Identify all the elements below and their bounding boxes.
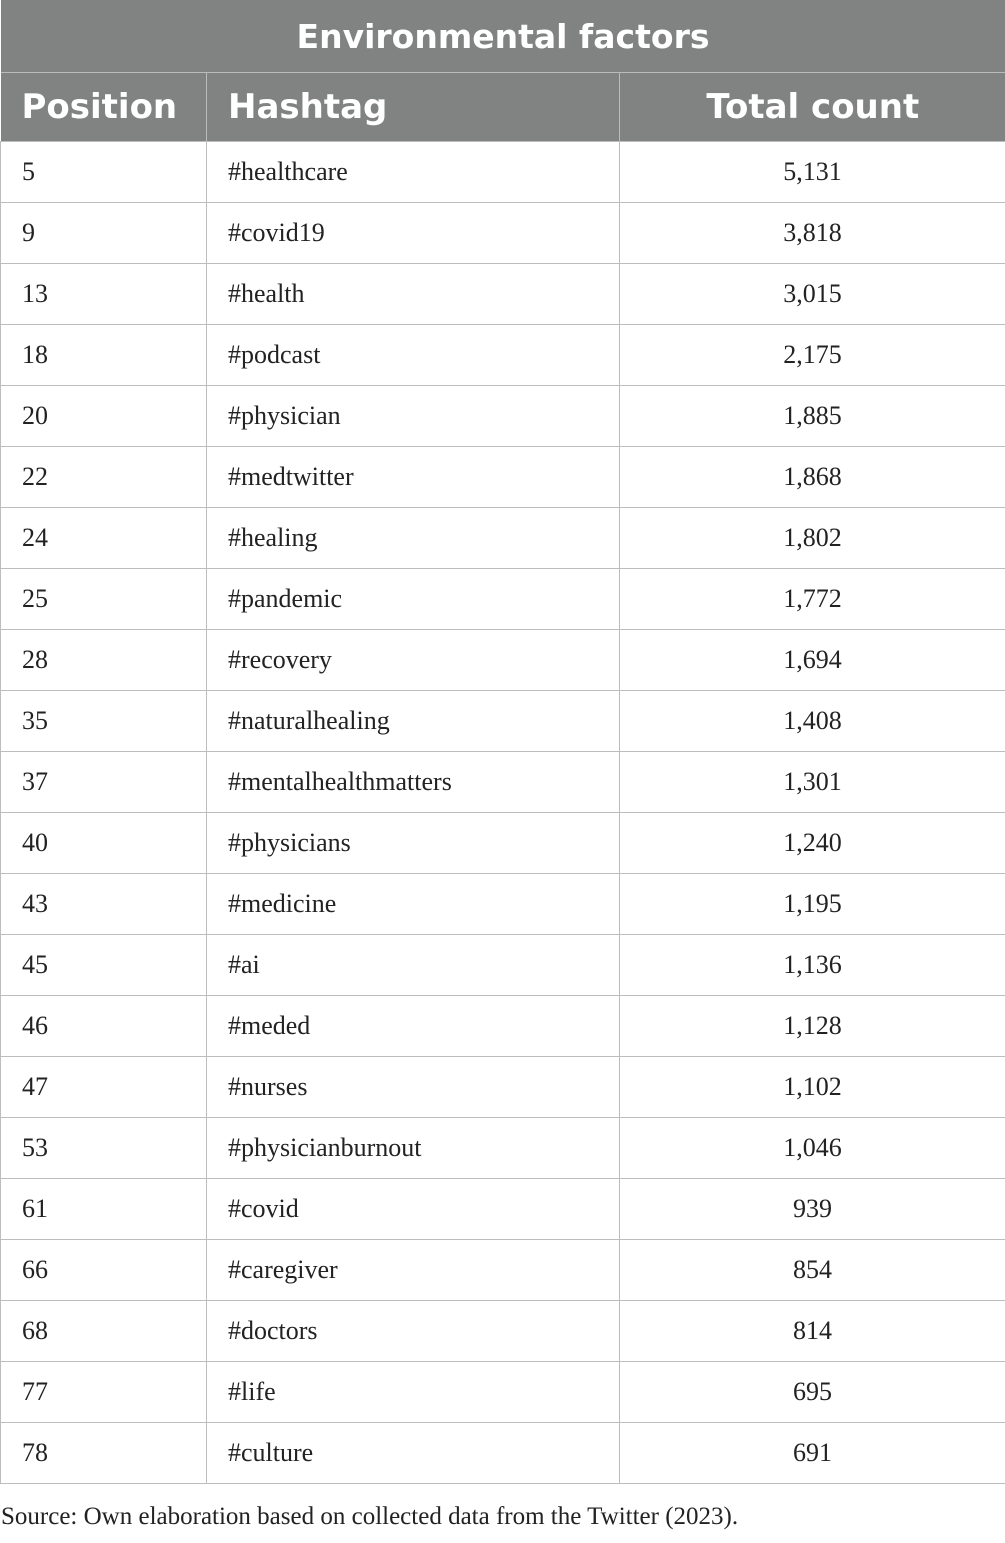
column-header-total-count: Total count [620, 73, 1005, 142]
cell-position: 78 [1, 1423, 207, 1484]
cell-total-count: 1,868 [620, 447, 1005, 508]
cell-hashtag: #caregiver [207, 1240, 620, 1301]
cell-position: 77 [1, 1362, 207, 1423]
table-row [1, 996, 1005, 1057]
cell-total-count: 1,136 [620, 935, 1005, 996]
cell-hashtag: #ai [207, 935, 620, 996]
cell-total-count: 3,015 [620, 264, 1005, 325]
cell-total-count: 3,818 [620, 203, 1005, 264]
cell-total-count: 1,240 [620, 813, 1005, 874]
cell-total-count: 1,301 [620, 752, 1005, 813]
cell-hashtag: #naturalhealing [207, 691, 620, 752]
cell-position: 43 [1, 874, 207, 935]
cell-hashtag: #healing [207, 508, 620, 569]
cell-position: 35 [1, 691, 207, 752]
cell-hashtag: #pandemic [207, 569, 620, 630]
cell-position: 61 [1, 1179, 207, 1240]
table-row [1, 752, 1005, 813]
cell-position: 24 [1, 508, 207, 569]
cell-position: 22 [1, 447, 207, 508]
cell-position: 13 [1, 264, 207, 325]
cell-total-count: 2,175 [620, 325, 1005, 386]
table-row [1, 813, 1005, 874]
cell-hashtag: #physicians [207, 813, 620, 874]
cell-hashtag: #health [207, 264, 620, 325]
table-title: Environmental factors [1, 0, 1005, 73]
cell-total-count: 1,102 [620, 1057, 1005, 1118]
table-row [1, 325, 1005, 386]
table-row [1, 264, 1005, 325]
table-row [1, 1362, 1005, 1423]
cell-total-count: 1,046 [620, 1118, 1005, 1179]
cell-position: 18 [1, 325, 207, 386]
cell-total-count: 1,694 [620, 630, 1005, 691]
cell-total-count: 854 [620, 1240, 1005, 1301]
cell-position: 28 [1, 630, 207, 691]
cell-hashtag: #life [207, 1362, 620, 1423]
cell-total-count: 1,195 [620, 874, 1005, 935]
cell-position: 25 [1, 569, 207, 630]
cell-position: 46 [1, 996, 207, 1057]
table-body [1, 142, 1005, 1484]
table-row [1, 935, 1005, 996]
cell-hashtag: #meded [207, 996, 620, 1057]
table-row [1, 1179, 1005, 1240]
cell-hashtag: #culture [207, 1423, 620, 1484]
cell-total-count: 695 [620, 1362, 1005, 1423]
table-row [1, 691, 1005, 752]
table-row [1, 1240, 1005, 1301]
cell-hashtag: #recovery [207, 630, 620, 691]
cell-position: 53 [1, 1118, 207, 1179]
cell-position: 45 [1, 935, 207, 996]
cell-hashtag: #nurses [207, 1057, 620, 1118]
cell-total-count: 939 [620, 1179, 1005, 1240]
column-header-hashtag: Hashtag [207, 73, 620, 142]
column-header-position: Position [1, 73, 207, 142]
cell-position: 47 [1, 1057, 207, 1118]
table-row [1, 508, 1005, 569]
cell-total-count: 814 [620, 1301, 1005, 1362]
cell-total-count: 1,772 [620, 569, 1005, 630]
table-row [1, 1423, 1005, 1484]
cell-hashtag: #doctors [207, 1301, 620, 1362]
cell-total-count: 1,408 [620, 691, 1005, 752]
table-row [1, 569, 1005, 630]
cell-position: 20 [1, 386, 207, 447]
source-note: Source: Own elaboration based on collected data from the Twitter (2023). [1, 1503, 739, 1530]
cell-position: 40 [1, 813, 207, 874]
cell-position: 5 [1, 142, 207, 203]
table-row [1, 203, 1005, 264]
table-row [1, 874, 1005, 935]
cell-hashtag: #medicine [207, 874, 620, 935]
cell-total-count: 5,131 [620, 142, 1005, 203]
cell-total-count: 1,802 [620, 508, 1005, 569]
cell-total-count: 691 [620, 1423, 1005, 1484]
cell-position: 68 [1, 1301, 207, 1362]
table-row [1, 630, 1005, 691]
cell-total-count: 1,885 [620, 386, 1005, 447]
cell-hashtag: #physician [207, 386, 620, 447]
cell-hashtag: #podcast [207, 325, 620, 386]
cell-hashtag: #covid [207, 1179, 620, 1240]
table-row [1, 142, 1005, 203]
cell-position: 66 [1, 1240, 207, 1301]
cell-hashtag: #medtwitter [207, 447, 620, 508]
table-row [1, 1057, 1005, 1118]
table-row [1, 1301, 1005, 1362]
cell-position: 37 [1, 752, 207, 813]
table-row [1, 447, 1005, 508]
cell-hashtag: #covid19 [207, 203, 620, 264]
cell-hashtag: #healthcare [207, 142, 620, 203]
cell-total-count: 1,128 [620, 996, 1005, 1057]
table-row [1, 386, 1005, 447]
cell-hashtag: #physicianburnout [207, 1118, 620, 1179]
table-row [1, 1118, 1005, 1179]
cell-position: 9 [1, 203, 207, 264]
cell-hashtag: #mentalhealthmatters [207, 752, 620, 813]
